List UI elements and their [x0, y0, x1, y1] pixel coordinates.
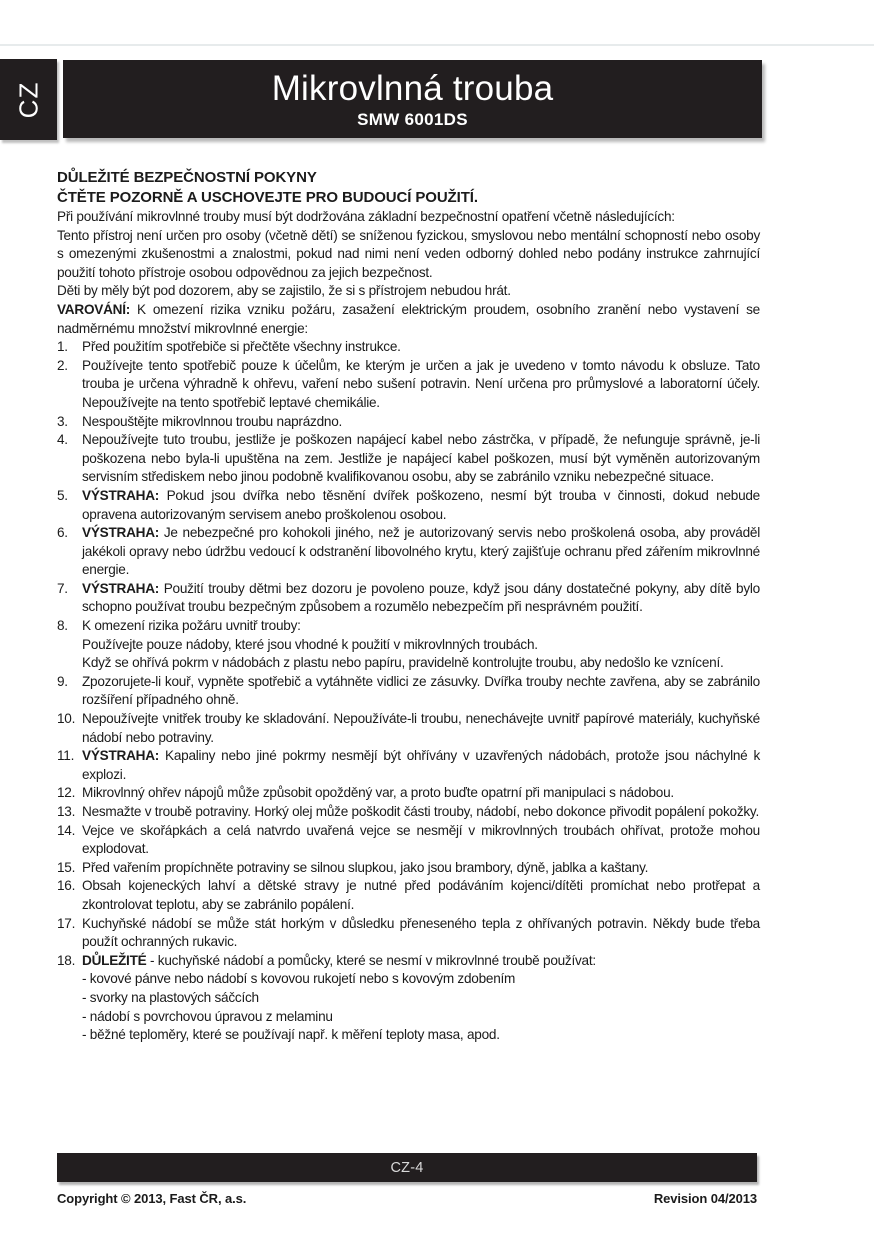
intro-paragraph: Děti by měly být pod dozorem, aby se zajistilo, že si s přístrojem nebudou hrát.	[57, 283, 511, 299]
item-text	[82, 710, 760, 747]
item-body: Zpozorujete-li kouř, vypněte spotřebič a vytáhněte vidlici ze zásuvky. Dvířka trouby nechte zavřena, aby se zabránilo rozšíření případného ohně.	[82, 673, 760, 708]
language-tab-label: CZ	[13, 81, 43, 118]
item-body: Obsah kojeneckých lahví a dětské stravy je nutné před podáváním kojenci/dítěti promíchat nebo protřepat a zkontrolovat teplotu, aby se zabránilo popálení.	[82, 878, 760, 912]
item-bold-label: VÝSTRAHA:	[82, 580, 160, 596]
safety-list-item	[57, 952, 760, 1045]
item-number: 5.	[57, 487, 68, 503]
page-number-label: CZ-4	[390, 1159, 424, 1176]
safety-list-item	[57, 580, 760, 617]
item-text	[82, 487, 760, 524]
safety-list-item	[57, 357, 760, 413]
model-number: SMW 6001DS	[357, 110, 468, 129]
warning-label: VAROVÁNÍ:	[57, 301, 131, 317]
intro-paragraph: Tento přístroj není určen pro osoby (včetně dětí) se sníženou fyzickou, smyslovou nebo mentální schopností nebo osoby s omezenými zkušenostmi a znalostmi, pokud nad nimi není veden odborný dohled nebo podány instrukce zahrnující použití tohoto přístroje osobou odpovědnou za jejich bezpečnost.	[57, 227, 760, 280]
item-body: Nepoužívejte vnitřek trouby ke skladování. Nepoužíváte-li troubu, nenechávejte uvnitř papírové materiály, kuchyňské nádobí nebo potraviny.	[82, 711, 760, 745]
item-subline: - svorky na plastových sáčcích	[82, 989, 259, 1005]
item-body: Je nebezpečné pro kohokoli jiného, než je autorizovaný servis nebo proškolená osoba, aby prováděl jakékoli opravy nebo údržbu vedoucí k odstranění libovolného krytu, který zajišťuje ochranu před zářením mikrovlnné energie.	[82, 525, 760, 578]
item-body: Použití trouby dětmi bez dozoru je povoleno pouze, když jsou dány dostatečné pokyny, aby dítě bylo schopno používat troubu bezpečným způsobem a rozumělo nebezpečím při nesprávném použití.	[82, 580, 760, 615]
item-text	[82, 859, 760, 878]
safety-list-item	[57, 487, 760, 524]
item-body: Před použitím spotřebiče si přečtěte všechny instrukce.	[82, 339, 401, 355]
safety-list-item	[57, 617, 760, 673]
item-subline: - kovové pánve nebo nádobí s kovovou rukojetí nebo s kovovým zdobením	[82, 971, 516, 987]
item-number: 18.	[57, 952, 76, 968]
item-number: 13.	[57, 804, 76, 819]
item-text	[82, 803, 760, 822]
item-body: Pokud jsou dvířka nebo těsnění dvířek poškozeno, nesmí být trouba v činnosti, dokud nebude opravena autorizovaným servisem anebo proškolenou osobou.	[82, 487, 760, 522]
copyright-text: Copyright © 2013, Fast ČR, a.s.	[57, 1191, 247, 1206]
safety-list-item	[57, 524, 760, 580]
product-title: Mikrovlnná trouba	[271, 69, 554, 108]
item-number: 16.	[57, 878, 76, 894]
item-body: Nespouštějte mikrovlnnou troubu naprázdno.	[82, 413, 343, 429]
item-body: - kuchyňské nádobí a pomůcky, které se nesmí v mikrovlnné troubě používat:	[146, 952, 596, 968]
safety-list-item	[57, 431, 760, 487]
item-number: 1.	[57, 339, 68, 355]
item-text	[82, 784, 760, 803]
item-number: 10.	[57, 711, 76, 727]
item-number: 15.	[57, 859, 76, 875]
safety-list-item	[57, 877, 760, 914]
item-body: Kuchyňské nádobí se může stát horkým v důsledku přeneseného tepla z ohřívaných potravin. Někdy bude třeba použít ochranných rukavic.	[82, 915, 760, 950]
safety-list	[57, 338, 760, 1045]
item-text	[82, 877, 760, 914]
item-text	[82, 952, 760, 1045]
item-body: Mikrovlnný ohřev nápojů může způsobit opožděný var, a proto buďte opatrní při manipulaci s nádobou.	[82, 785, 674, 801]
language-tab	[0, 59, 57, 140]
safety-list-item	[57, 747, 760, 784]
item-number: 11.	[57, 748, 75, 764]
warning-text: K omezení rizika vzniku požáru, zasažení elektrickým proudem, osobního zranění nebo vystavení se nadměrnému množství mikrovlnné energie:	[57, 301, 760, 336]
revision-text: Revision 04/2013	[653, 1191, 757, 1206]
item-number: 9.	[57, 673, 68, 689]
item-number: 14.	[57, 822, 76, 838]
page-header	[0, 0, 874, 145]
item-text	[82, 915, 760, 952]
item-text	[82, 580, 760, 617]
item-text	[82, 413, 760, 432]
item-number: 17.	[57, 915, 76, 931]
item-body: Nepoužívejte tuto troubu, jestliže je poškozen napájecí kabel nebo zástrčka, v případě, že nefunguje správně, je-li poškozena nebo byla-li upuštěna na zem. Jestliže je napájecí kabel poškozen, musí být vyměněn autorizovaným servisním střediskem nebo jinou podobně kvalifikovanou osobu, aby se zabránilo vzniku nebezpečné situace.	[82, 432, 760, 485]
item-body: Před vařením propíchněte potraviny se silnou slupkou, jako jsou brambory, dýně, jablka a kaštany.	[82, 859, 649, 875]
item-text	[82, 747, 760, 784]
item-text	[82, 673, 760, 710]
safety-list-item	[57, 784, 760, 803]
safety-list-item	[57, 710, 760, 747]
item-bold-label: VÝSTRAHA:	[82, 748, 160, 764]
safety-list-item	[57, 803, 760, 822]
warning-paragraph	[57, 301, 760, 338]
section-heading-line1: DŮLEŽITÉ BEZPEČNOSTNÍ POKYNY	[57, 169, 317, 186]
copyright-row	[57, 1191, 757, 1206]
section-heading-line2: ČTĚTE POZORNĚ A USCHOVEJTE PRO BUDOUCÍ POUŽITÍ.	[57, 189, 478, 206]
content-area	[57, 168, 760, 1045]
item-body: Vejce ve skořápkách a celá natvrdo uvařená vejce se nesmějí v mikrovlnných troubách ohřívat, protože mohou explodovat.	[82, 822, 760, 857]
item-number: 6.	[57, 525, 68, 541]
item-subline: Když se ohřívá pokrm v nádobách z plastu nebo papíru, pravidelně kontrolujte troubu, aby nedošlo ke vznícení.	[82, 655, 724, 671]
safety-list-item	[57, 859, 760, 878]
item-bold-label: VÝSTRAHA:	[82, 487, 160, 503]
safety-list-item	[57, 338, 760, 357]
safety-list-item	[57, 673, 760, 710]
item-text	[82, 822, 760, 859]
safety-list-item	[57, 413, 760, 432]
item-body: Kapaliny nebo jiné pokrmy nesmějí být ohřívány v uzavřených nádobách, protože jsou náchylné k explozi.	[82, 748, 760, 782]
item-number: 3.	[57, 413, 68, 429]
safety-list-item	[57, 915, 760, 952]
item-text	[82, 524, 760, 580]
item-number: 8.	[57, 618, 68, 634]
intro-paragraph: Při používání mikrovlnné trouby musí být dodržována základní bezpečnostní opatření včetně následujících:	[57, 209, 675, 224]
item-number: 4.	[57, 432, 68, 448]
item-number: 7.	[57, 580, 68, 596]
item-body: Nesmažte v troubě potraviny. Horký olej může poškodit části trouby, nádobí, nebo dokonce přivodit popálení pokožky.	[82, 804, 759, 819]
safety-list-item	[57, 822, 760, 859]
page-number-bar	[57, 1153, 757, 1182]
item-number: 12.	[57, 785, 76, 801]
item-text	[82, 617, 760, 673]
item-subline: - nádobí s povrchovou úpravou z melaminu	[82, 1008, 333, 1024]
item-subline: - běžné teploměry, které se používají např. k měření teploty masa, apod.	[82, 1027, 500, 1043]
item-text	[82, 338, 760, 357]
item-bold-label: VÝSTRAHA:	[82, 525, 160, 541]
item-text	[82, 357, 760, 413]
item-body: Používejte tento spotřebič pouze k účelům, ke kterým je určen a jak je uvedeno v tomto návodu k obsluze. Tato trouba je určena výhradně k ohřevu, vaření nebo sušení potravin. Není určena pro průmyslové a laboratorní účely. Nepoužívejte na tento spotřebič leptavé chemikálie.	[82, 357, 760, 410]
item-subline: Používejte pouze nádoby, které jsou vhodné k použití v mikrovlnných troubách.	[82, 636, 538, 652]
item-bold-label: DŮLEŽITÉ	[82, 952, 147, 968]
item-number: 2.	[57, 357, 68, 373]
item-body: K omezení rizika požáru uvnitř trouby:	[82, 618, 301, 634]
title-banner	[63, 60, 762, 138]
item-text	[82, 431, 760, 487]
